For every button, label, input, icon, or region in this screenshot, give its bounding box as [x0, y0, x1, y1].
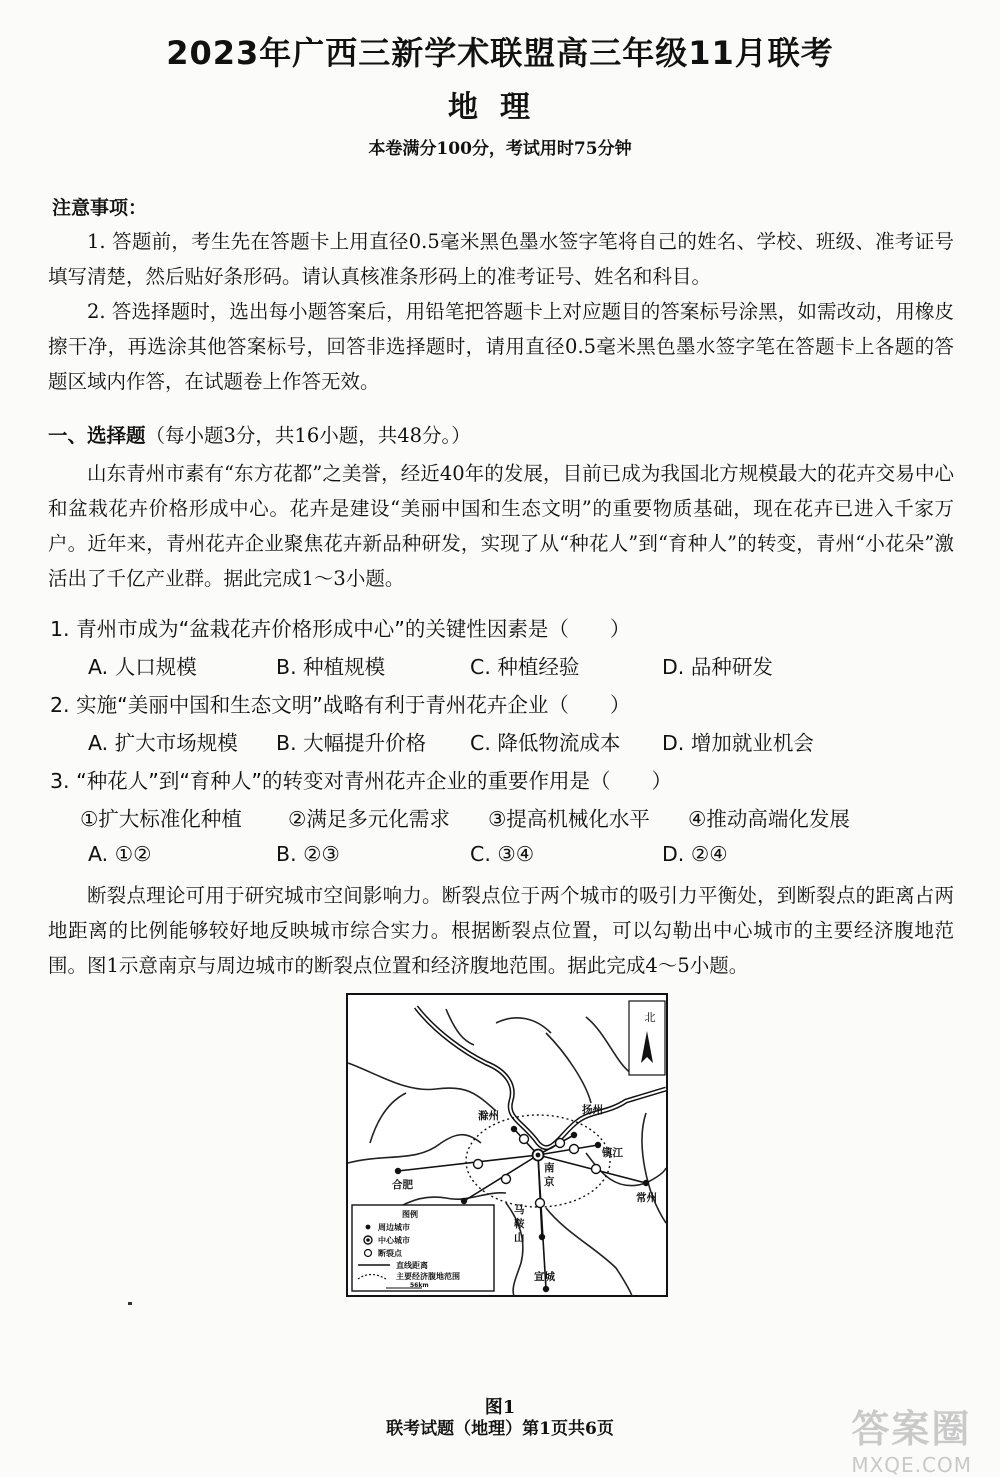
question-3-stem: 3. “种花人”到“育种人”的转变对青州花卉企业的重要作用是（ ）	[50, 769, 673, 793]
passage-2: 断裂点理论可用于研究城市空间影响力。断裂点位于两个城市的吸引力平衡处，到断裂点的距离占两地距离的比例能够较好地反映城市综合实力。根据断裂点位置，可以勾勒出中心城市的主要经济腹地范围。图1示意南京与周边城市的断裂点位置和经济腹地范围。据此完成4～5小题。	[48, 884, 954, 977]
city-hefei: 合肥	[392, 1179, 413, 1191]
city-maanshan	[514, 1203, 525, 1244]
figure-caption: 图1	[484, 1397, 516, 1418]
question-1-stem: 1. 青州市成为“盆栽花卉价格形成中心”的关键性因素是（ ）	[50, 617, 631, 641]
svg-text:京: 京	[544, 1176, 555, 1188]
q1-option-d[interactable]: D. 品种研发	[662, 655, 773, 679]
passage-1: 山东青州市素有“东方花都”之美誉，经近40年的发展，目前已成为我国北方规模最大的花卉交易中心和盆栽花卉价格形成中心。花卉是建设“美丽中国和生态文明”的重要物质基础，现在花卉已进入千家万户。近年来，青州花卉企业聚焦花卉新品种研发，实现了从“种花人”到“育种人”的转变，青州“小花朵”激活出了千亿产业群。据此完成1～3小题。	[48, 462, 954, 590]
city-yangzhou: 扬州	[582, 1104, 603, 1116]
question-2-stem: 2. 实施“美丽中国和生态文明”战略有利于青州花卉企业（ ）	[50, 693, 631, 717]
exam-title: 2023年广西三新学术联盟高三年级11月联考	[166, 34, 834, 72]
legend-item-range: 主要经济腹地范围	[396, 1272, 460, 1281]
q3-option-c[interactable]: C. ③④	[470, 842, 535, 866]
q3-statement-2: ②满足多元化需求	[288, 807, 450, 831]
city-zhenjiang: 镇江	[602, 1147, 623, 1159]
city-changzhou: 常州	[636, 1192, 657, 1204]
q3-statement-4: ④推动高端化发展	[688, 807, 850, 831]
figure-1-map	[346, 993, 668, 1297]
legend-item-surrounding: 周边城市	[378, 1223, 410, 1232]
city-chuzhou: 滁州	[478, 1110, 499, 1122]
notice-item-2: 2. 答选择题时，选出每小题答案后，用铅笔把答题卡上对应题目的答案标号涂黑，如需改动，用橡皮擦干净，再选涂其他答案标号，回答非选择题时，请用直径0.5毫米黑色墨水签字笔在答题卡上各题的答题区域内作答，在试题卷上作答无效。	[48, 300, 954, 393]
q3-option-a[interactable]: A. ①②	[88, 842, 152, 866]
q2-option-c[interactable]: C. 降低物流成本	[470, 731, 621, 755]
scale-label: 56km	[410, 1282, 429, 1289]
q2-option-d[interactable]: D. 增加就业机会	[662, 731, 814, 755]
city-xuancheng: 宣城	[534, 1271, 555, 1283]
q3-option-d[interactable]: D. ②④	[662, 842, 728, 866]
north-label: 北	[644, 1011, 656, 1024]
score-info: 本卷满分100分，考试用时75分钟	[368, 139, 632, 159]
notice-heading: 注意事项：	[52, 197, 148, 219]
legend-item-break: 断裂点	[378, 1249, 402, 1258]
svg-text:鞍: 鞍	[514, 1218, 525, 1230]
q1-option-a[interactable]: A. 人口规模	[88, 655, 197, 679]
notice-item-1: 1. 答题前，考生先在答题卡上用直径0.5毫米黑色墨水签字笔将自己的姓名、学校、班级、准考证号填写清楚，然后贴好条形码。请认真核准条形码上的准考证号、姓名和科目。	[48, 230, 954, 288]
legend-title: 图例	[402, 1210, 418, 1219]
section-heading	[48, 420, 471, 448]
q2-option-b[interactable]: B. 大幅提升价格	[276, 731, 427, 755]
legend-surrounding-city-icon	[366, 1225, 371, 1230]
subject-title: 地理	[448, 90, 552, 125]
legend-break-point-icon	[365, 1250, 372, 1257]
watermark	[851, 1398, 972, 1477]
legend-item-central: 中心城市	[378, 1236, 410, 1245]
q1-option-c[interactable]: C. 种植经验	[470, 655, 580, 679]
q3-statement-1: ①扩大标准化种植	[80, 807, 242, 831]
q3-option-b[interactable]: B. ②③	[276, 842, 340, 866]
svg-text:马: 马	[514, 1204, 525, 1216]
svg-text:山: 山	[514, 1232, 525, 1244]
section-note: （每小题3分，共16小题，共48分。）	[145, 424, 471, 447]
legend-item-distance: 直线距离	[396, 1261, 428, 1270]
q1-option-b[interactable]: B. 种植规模	[276, 655, 386, 679]
watermark-small: MXQE.COM	[851, 1453, 972, 1477]
stray-mark	[128, 1302, 132, 1305]
svg-text:南: 南	[544, 1162, 555, 1174]
page-footer: 联考试题（地理）第1页共6页	[386, 1419, 614, 1439]
watermark-big: 答案圈	[851, 1407, 972, 1451]
section-title: 一、选择题	[48, 424, 146, 447]
q2-option-a[interactable]: A. 扩大市场规模	[88, 731, 238, 755]
q3-statement-3: ③提高机械化水平	[488, 807, 650, 831]
